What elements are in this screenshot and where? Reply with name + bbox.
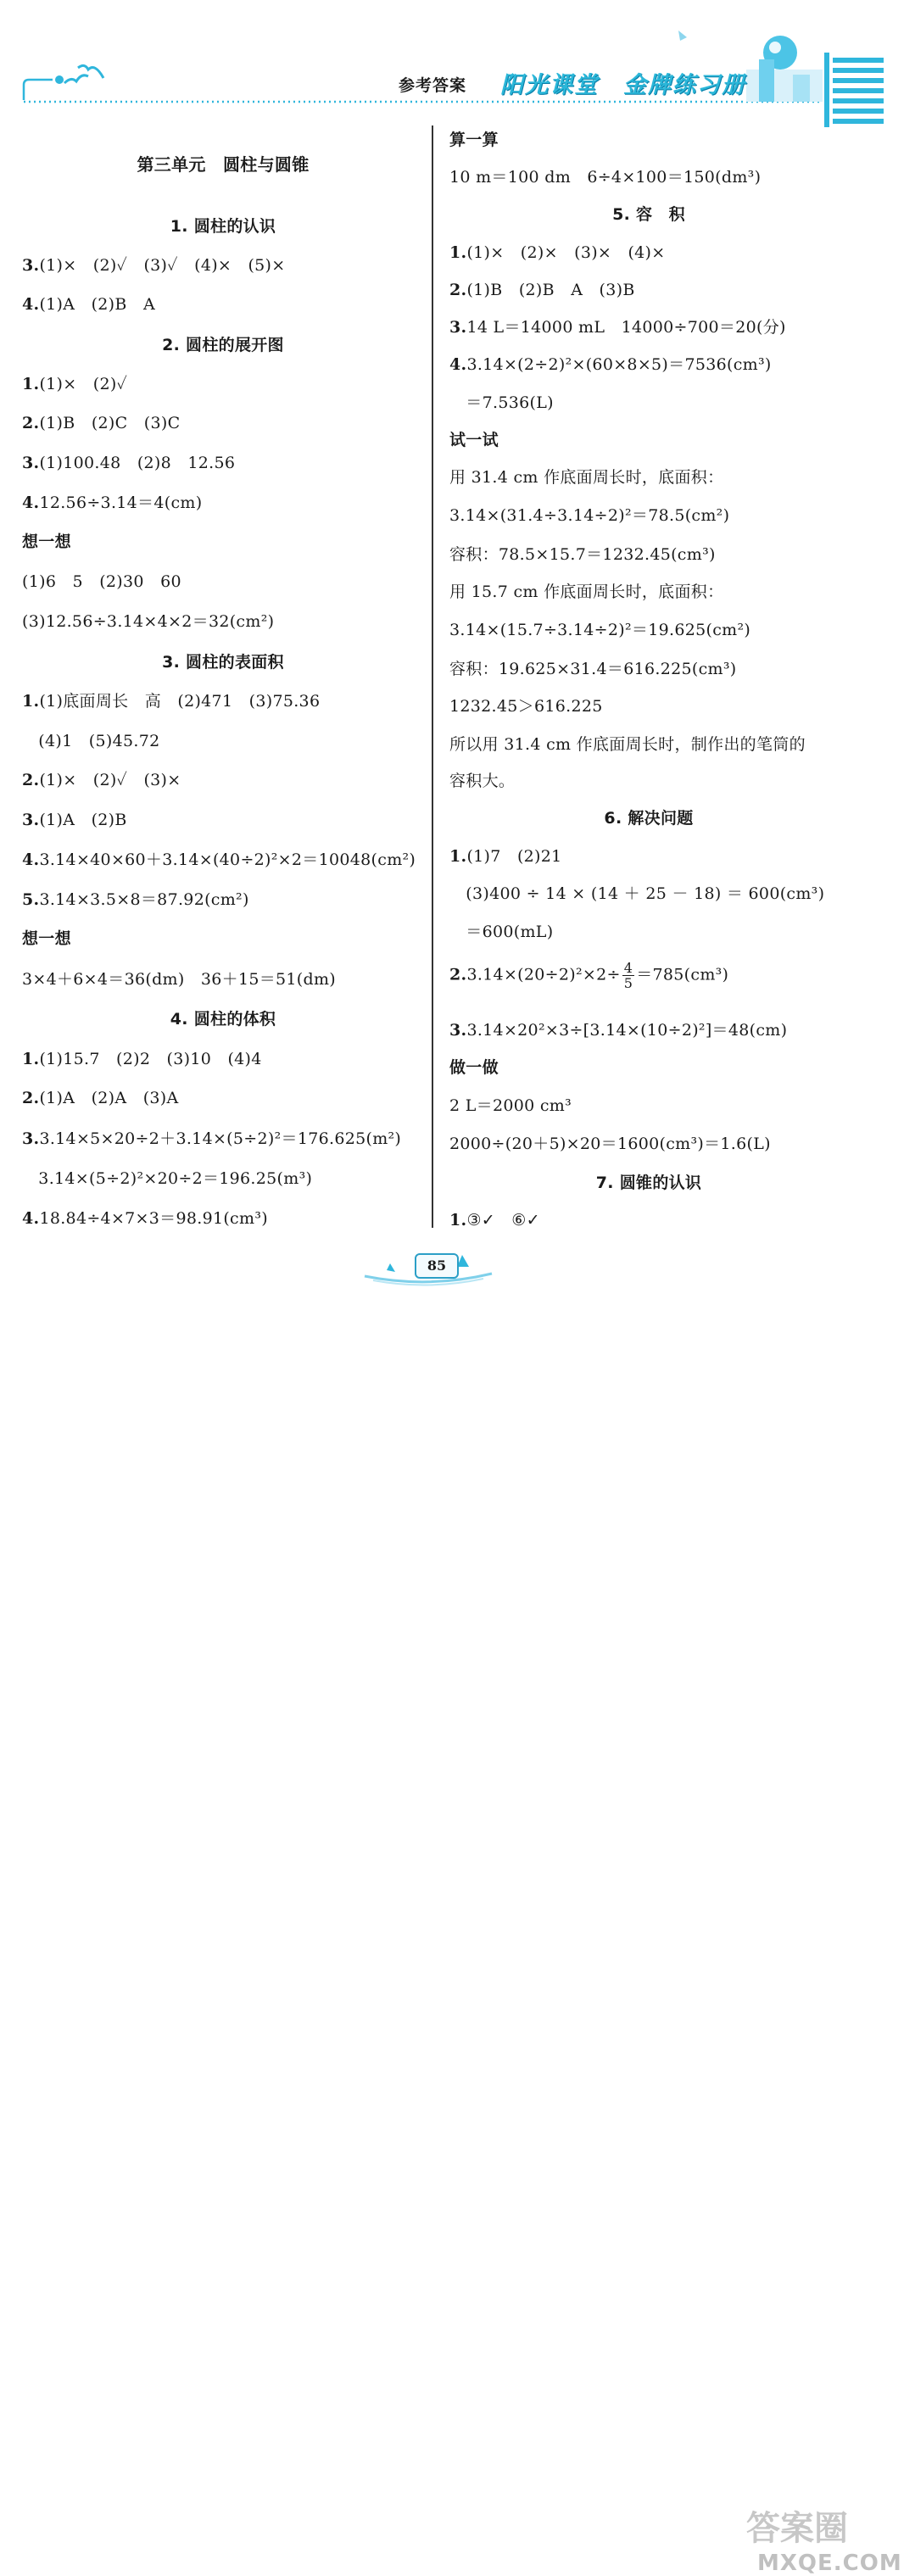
expr-before: 3.14×(20÷2)²×2÷ xyxy=(466,965,621,984)
answer-line xyxy=(22,1206,268,1229)
answer-line xyxy=(449,390,554,413)
answer-line xyxy=(22,1126,401,1149)
answer-line xyxy=(22,967,336,990)
item-number: 1. xyxy=(449,847,467,866)
answer-text: 想一想 xyxy=(22,929,71,948)
item-number: 4. xyxy=(22,850,40,869)
watermark-top: 答案圈 xyxy=(746,2509,848,2548)
answer-text: 3.14×5×20÷2＋3.14×(5÷2)²＝176.625(m²) xyxy=(39,1129,402,1148)
item-number: 3. xyxy=(22,256,40,275)
item-number: 2. xyxy=(449,281,467,299)
answer-line xyxy=(449,503,729,526)
answer-line xyxy=(22,371,127,394)
answer-text: 12.56÷3.14＝4(cm) xyxy=(39,493,203,512)
answer-text: 算一算 xyxy=(449,131,499,149)
answer-text: 3. 圆柱的表面积 xyxy=(162,653,284,672)
fraction-denominator: 5 xyxy=(623,975,633,991)
answer-text: 10 m＝100 dm 6÷4×100＝150(dm³) xyxy=(449,168,762,187)
answer-line xyxy=(449,1018,787,1040)
answer-text: 3×4＋6×4＝36(dm) 36＋15＝51(dm) xyxy=(22,970,337,989)
answer-text: 第三单元 圆柱与圆锥 xyxy=(137,154,310,175)
answer-text: 2. 圆柱的展开图 xyxy=(162,336,284,354)
answer-text: 试一试 xyxy=(449,431,499,449)
item-number: 2. xyxy=(22,414,40,432)
answer-line xyxy=(449,240,665,263)
section-heading xyxy=(22,1006,424,1029)
answer-text: 用 15.7 cm 作底面周长时，底面积： xyxy=(449,583,724,601)
answer-text: 所以用 31.4 cm 作底面周长时，制作出的笔筒的 xyxy=(449,735,806,754)
fraction-numerator: 4 xyxy=(623,960,633,976)
answer-line xyxy=(449,656,736,679)
unit-title xyxy=(22,151,424,176)
column-divider xyxy=(432,125,433,1228)
answer-line xyxy=(22,887,249,910)
answer-text: 想一想 xyxy=(22,532,71,551)
answer-line xyxy=(22,410,180,433)
answer-line xyxy=(449,465,723,488)
item-number: 4. xyxy=(22,493,40,512)
header-decoration xyxy=(0,0,915,127)
answer-line xyxy=(449,617,750,640)
answer-text: (1)底面周长 高 (2)471 (3)75.36 xyxy=(39,692,321,711)
item-number: 2. xyxy=(22,771,40,789)
answer-text: (1)B (2)B A (3)B xyxy=(466,281,635,299)
answer-line xyxy=(22,689,320,711)
answer-line xyxy=(449,1093,572,1116)
item-number: 5. xyxy=(22,890,40,909)
answer-text: ＝7.536(L) xyxy=(449,393,554,412)
answer-text: ③✓ ⑥✓ xyxy=(466,1211,540,1229)
answer-text: (1)A (2)B xyxy=(39,811,127,829)
answer-text: 14 L＝14000 mL 14000÷700＝20(分) xyxy=(466,318,786,337)
item-number: 1. xyxy=(22,692,40,711)
answer-text: (1)A (2)B A xyxy=(39,295,155,314)
answer-line xyxy=(449,844,562,867)
item-number: 1. xyxy=(449,1211,467,1229)
sub-label xyxy=(449,1055,499,1078)
answer-line xyxy=(22,1046,262,1069)
item-number: 1. xyxy=(22,375,40,393)
item-number: 2. xyxy=(449,965,467,984)
item-number: 2. xyxy=(22,1089,40,1107)
answer-text: (1)× (2)✓ (3)× xyxy=(39,771,181,789)
answer-line xyxy=(22,292,155,315)
expr-after: ＝785(cm³) xyxy=(636,965,729,984)
answer-text: 3.14×(5÷2)²×20÷2＝196.25(m³) xyxy=(22,1169,313,1188)
answer-text: (3)12.56÷3.14×4×2＝32(cm²) xyxy=(22,612,275,631)
answer-line xyxy=(449,1207,540,1230)
item-number: 3. xyxy=(22,1129,40,1148)
answer-text: (1)A (2)A (3)A xyxy=(39,1089,179,1107)
answer-line xyxy=(449,881,824,904)
answer-line xyxy=(22,1085,179,1108)
answer-text: (4)1 (5)45.72 xyxy=(22,732,160,750)
answer-text: 用 31.4 cm 作底面周长时，底面积： xyxy=(449,468,724,487)
item-number: 3. xyxy=(22,811,40,829)
answer-line xyxy=(22,253,285,276)
answer-text: 容积大。 xyxy=(449,772,516,790)
header-brand: 阳光课堂 金牌练习册 xyxy=(500,72,746,98)
header-label: 参考答案 xyxy=(399,76,467,95)
answer-line xyxy=(449,579,723,602)
answer-text: (1)× (2)× (3)× (4)× xyxy=(466,243,666,262)
answer-text: (1)6 5 (2)30 60 xyxy=(22,572,181,591)
answer-line xyxy=(449,542,716,565)
answer-line xyxy=(449,277,635,300)
answer-line xyxy=(449,732,806,755)
answer-text: 4. 圆柱的体积 xyxy=(170,1010,276,1029)
answer-text: 3.14×(2÷2)²×(60×8×5)＝7536(cm³) xyxy=(466,355,772,374)
item-number: 4. xyxy=(22,1209,40,1228)
answer-line xyxy=(449,768,515,791)
answer-text: 3.14×(31.4÷3.14÷2)²＝78.5(cm²) xyxy=(449,506,730,525)
section-heading xyxy=(22,650,424,672)
answer-text: 2 L＝2000 cm³ xyxy=(449,1096,572,1115)
item-number: 4. xyxy=(22,295,40,314)
sub-label xyxy=(449,427,499,450)
answer-text: (1)× (2)✓ xyxy=(39,375,128,393)
fraction xyxy=(622,961,634,990)
answer-line xyxy=(449,164,761,187)
answer-text: 做一做 xyxy=(449,1058,499,1077)
watermark-bottom: MXQE.COM xyxy=(757,2551,902,2576)
answer-text: (1)15.7 (2)2 (3)10 (4)4 xyxy=(39,1050,262,1068)
answer-line xyxy=(449,694,603,716)
answer-line xyxy=(449,1131,771,1154)
answer-line xyxy=(449,919,553,942)
answer-text: 3.14×20²×3÷[3.14×(10÷2)²]＝48(cm) xyxy=(466,1021,788,1040)
answer-line xyxy=(449,352,772,375)
answer-text: 6. 解决问题 xyxy=(604,809,694,828)
page-header xyxy=(0,0,915,127)
answer-text: 18.84÷4×7×3＝98.91(cm³) xyxy=(39,1209,268,1228)
answer-line xyxy=(22,847,416,870)
section-heading xyxy=(449,202,848,225)
answer-line xyxy=(22,450,235,473)
answer-text: (1)100.48 (2)8 12.56 xyxy=(39,454,236,472)
answer-line xyxy=(22,767,181,790)
section-heading xyxy=(22,214,424,237)
answer-text: 7. 圆锥的认识 xyxy=(595,1174,702,1192)
answer-line xyxy=(449,315,786,337)
item-number: 3. xyxy=(449,318,467,337)
answer-text: 容积：19.625×31.4＝616.225(cm³) xyxy=(449,660,737,678)
item-number: 4. xyxy=(449,355,467,374)
answer-line xyxy=(22,490,202,513)
answer-line xyxy=(22,728,160,751)
page-number: 85 xyxy=(415,1253,459,1279)
item-number: 3. xyxy=(22,454,40,472)
answer-text: 3.14×(15.7÷3.14÷2)²＝19.625(cm²) xyxy=(449,621,751,639)
answer-line-fraction xyxy=(449,961,728,990)
sub-label xyxy=(449,127,499,150)
section-heading xyxy=(449,806,848,828)
answer-text: 2000÷(20＋5)×20＝1600(cm³)＝1.6(L) xyxy=(449,1135,771,1153)
answer-text: 1232.45＞616.225 xyxy=(449,697,603,716)
sub-label xyxy=(22,926,71,949)
item-number: 3. xyxy=(449,1021,467,1040)
answer-text: 3.14×3.5×8＝87.92(cm²) xyxy=(39,890,249,909)
answer-text: (1)× (2)✓ (3)✓ (4)× (5)× xyxy=(39,256,286,275)
item-number: 1. xyxy=(22,1050,40,1068)
answer-text: 1. 圆柱的认识 xyxy=(170,217,276,236)
sub-label xyxy=(22,529,71,552)
answer-text: (3)400 ÷ 14 × (14 ＋ 25 － 18) ＝ 600(cm³) xyxy=(449,884,825,903)
section-heading xyxy=(449,1170,848,1193)
answer-text: 5. 容 积 xyxy=(612,205,685,224)
answer-line xyxy=(22,569,181,592)
item-number: 1. xyxy=(449,243,467,262)
answer-line xyxy=(22,1166,312,1189)
answer-text: (1)7 (2)21 xyxy=(466,847,562,866)
answer-text: (1)B (2)C (3)C xyxy=(39,414,181,432)
answer-text: 3.14×40×60＋3.14×(40÷2)²×2＝10048(cm²) xyxy=(39,850,416,869)
answer-line xyxy=(22,609,274,632)
section-heading xyxy=(22,332,424,355)
answer-text: 容积：78.5×15.7＝1232.45(cm³) xyxy=(449,545,716,564)
answer-line xyxy=(22,807,127,830)
answer-text: ＝600(mL) xyxy=(449,923,554,941)
